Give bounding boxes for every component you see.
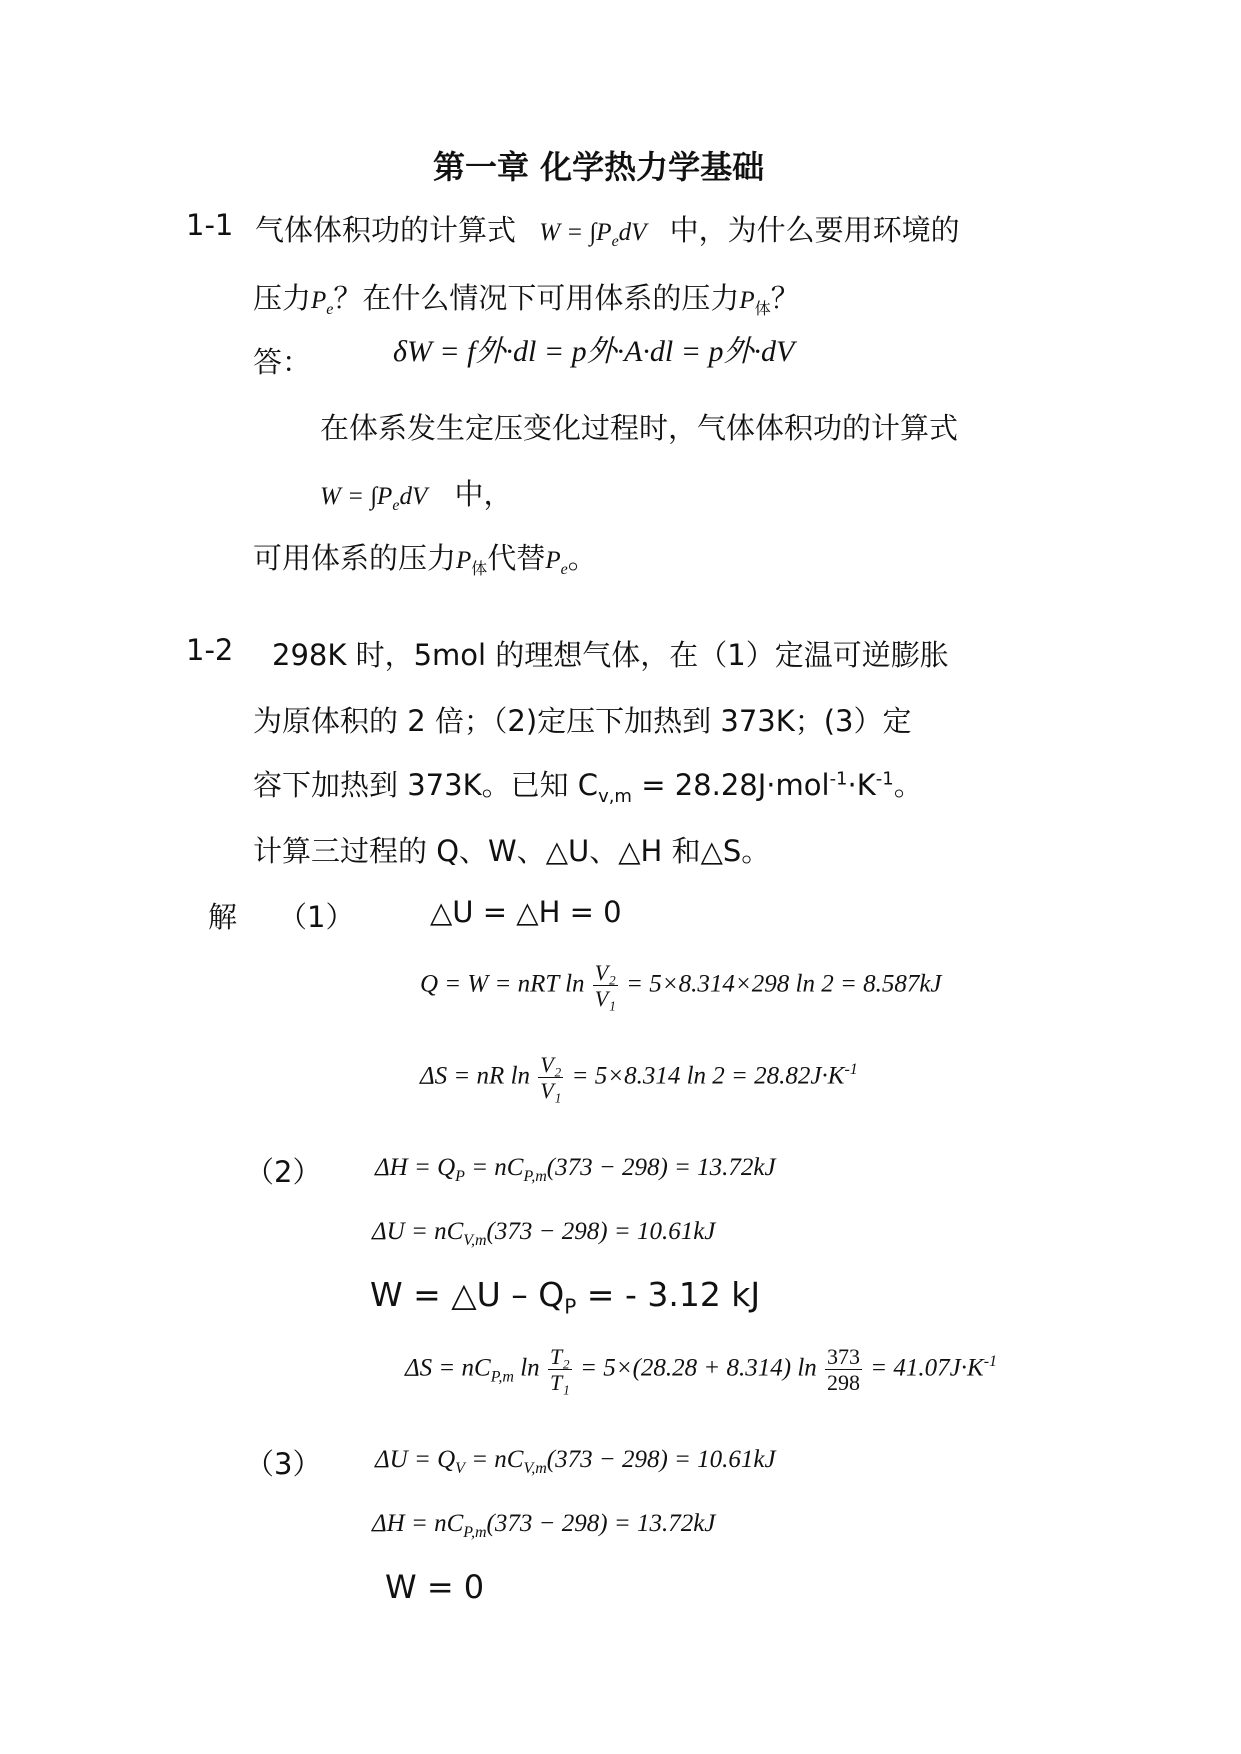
answer-formula: δW = f外·dl = p外·A·dl = p外·dV <box>393 335 795 368</box>
p-body-symbol-2: $P_体$ <box>456 547 488 578</box>
part1-eq2: ΔS = nR ln $\frac{\text{V₂}}{\text{V₁}}$ = 5×8.314 $\ln 2 = 28.82J\cdot K^{-1}$ <box>420 1052 858 1104</box>
pe-symbol-2: $P_e$ <box>545 547 568 578</box>
question-1-2-number: 1-2 <box>186 633 234 667</box>
answer-formula-line: $W = \int P_edV$ 中， <box>320 477 513 514</box>
part2-eq4: $\Delta S = nC_{P,m}$ ln $\frac{\text{T₂}}{\text{T₁}}$ = 5×(28.28 + 8.314) ln $\frac{373}{298}$ = $41.07J\cdot K^{-1}$ <box>405 1344 998 1396</box>
part1-eq1: Q = W = nRT ln $\frac{\text{V₂}}{\text{V₁}}$ = 5×8.314×298 ln 2 = 8.587kJ <box>420 960 942 1012</box>
question-1-1-line2: 压力$P_e$？在什么情况下可用体系的压力$P_体$？ <box>253 281 800 318</box>
answer-paragraph-2: 可用体系的压力$P_体$代替$P_e$。 <box>253 541 597 578</box>
part3-eq3: W = 0 <box>385 1568 485 1606</box>
question-1-1-text-b: 中，为什么要用环境的 <box>669 213 960 247</box>
solution-label: 解 <box>208 900 238 934</box>
fraction-v2-v1: $\frac{\text{V₂}}{\text{V₁}}$ <box>594 960 616 1012</box>
question-1-1-number: 1-1 <box>186 208 234 242</box>
fraction-v2-v1-2: $\frac{\text{V₂}}{\text{V₁}}$ <box>540 1052 562 1104</box>
part3-label: （3） <box>245 1447 322 1481</box>
work-formula-2: $W = \int P_edV$ <box>320 483 428 514</box>
question-1-1-text-a: 气体体积功的计算式 <box>255 213 517 247</box>
question-1-2-line4: 计算三过程的 Q、W、△U、△H 和△S。 <box>253 834 771 868</box>
question-1-1-line1 <box>255 208 960 251</box>
question-1-2-line2: 为原体积的 2 倍；（2)定压下加热到 373K；(3）定 <box>253 704 912 738</box>
part2-eq2: $\Delta U = nC_{V,m}(373 - 298) = 10.61kJ$ <box>372 1218 716 1249</box>
part2-eq3: W = △U – $Q_P$ = - 3.12 kJ <box>370 1275 761 1319</box>
pe-symbol: $P_e$ <box>311 287 334 318</box>
part1-label: （1） <box>278 900 355 934</box>
question-1-2-line1: 298K 时，5mol 的理想气体，在（1）定温可逆膨胀 <box>272 638 949 672</box>
answer-label: 答： <box>253 345 312 379</box>
answer-paragraph-1: 在体系发生定压变化过程时，气体体积功的计算式 <box>320 411 959 445</box>
question-1-2-line3: 容下加热到 373K。已知 $C_{v,m} = 28.28J\cdot mol^{-1}\cdot K^{-1}$。 <box>253 768 923 807</box>
fraction-373-298: $\frac{373}{298}$ <box>827 1344 861 1396</box>
chapter-title: 第一章 化学热力学基础 <box>433 148 765 186</box>
part1-eq0: △U = △H = 0 <box>430 895 622 929</box>
work-formula: $W = \int P_edV$ <box>539 219 647 250</box>
fraction-t2-t1: $\frac{\text{T₂}}{\text{T₁}}$ <box>549 1344 570 1396</box>
part3-eq2: $\Delta H = nC_{P,m}(373 - 298) = 13.72kJ$ <box>372 1510 716 1541</box>
part2-label: （2） <box>245 1155 322 1189</box>
part2-eq1: $\Delta H = Q_P = nC_{P,m}(373 - 298) = 13.72kJ$ <box>375 1154 776 1185</box>
part3-eq1: $\Delta U = Q_V = nC_{V,m}(373 - 298) = 10.61kJ$ <box>375 1446 776 1477</box>
p-body-symbol: $P_体$ <box>739 287 771 318</box>
